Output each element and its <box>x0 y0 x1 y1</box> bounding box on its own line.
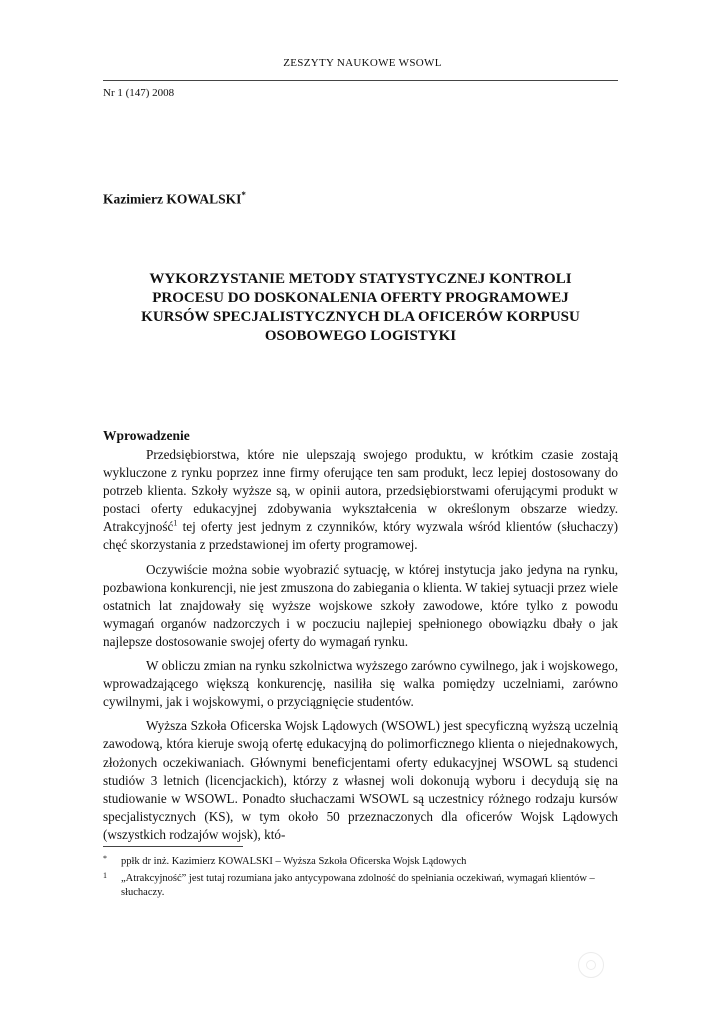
paragraph <box>103 446 618 555</box>
watermark-icon <box>578 952 604 978</box>
section-heading: Wprowadzenie <box>103 428 190 443</box>
paragraph: W obliczu zmian na rynku szkolnictwa wyższego zarówno cywilnego, jak i wojskowego, wprowadzającego większą konkurencję, nasiliła się walka pomiędzy uczelniami, zarówno cywilnymi, jak i wojskowymi, o przyciągnięcie studentów. <box>103 658 618 710</box>
footnote-reference: 1 <box>173 518 178 528</box>
footnote-mark: 1 <box>103 871 107 880</box>
author-line <box>103 190 246 208</box>
author-footnote-mark: * <box>241 190 246 200</box>
paragraph: Oczywiście można sobie wyobrazić sytuację, w której instytucja jako jedyna na rynku, pozbawiona konkurencji, nie jest zmuszona do zabiegania o klienta. W takiej sytuacji przez wiele ostatnich lat znajdowały się wyższe wojskowe szkoły zawodowe, które tylko z powodu wymagań organów nadzorczych i w poczuciu najlepiej spełnionego obowiązku dbały o jak najlepsze dostosowanie swojej oferty do wymagań rynku. <box>103 561 618 649</box>
author-name: Kazimierz KOWALSKI <box>103 191 242 207</box>
paragraph: Wyższa Szkoła Oficerska Wojsk Lądowych (WSOWL) jest specyficzną wyższą uczelnią zawodową, która kieruje swoją ofertę edukacyjną do polimorficznego klienta o niejednakowych, złożonych oczekiwaniach. Głównymi beneficjentami oferty edukacyjnej WSOWL są studenci studiów 3 letnich (licencjackich), którzy z własnej woli dokonują wyboru i decydują się na studiowanie w WSOWL. Ponadto słuchaczami WSOWL są uczestnicy różnego rodzaju kursów specjalistycznych (KS), w tym około 50 przeznaczonych dla oficerów Wojsk Lądowych (wszystkich rodzajów wojsk), któ- <box>103 718 618 842</box>
article-title <box>103 270 618 346</box>
title-line: PROCESU DO DOSKONALENIA OFERTY PROGRAMOWEJ <box>152 290 569 306</box>
issue-number: Nr 1 (147) 2008 <box>103 87 175 99</box>
footnote-text: „Atrakcyjność” jest tutaj rozumiana jako antycypowana zdolność do spełniania oczekiwań, wymagań klientów – słuchaczy. <box>121 873 595 898</box>
body-text <box>103 446 618 850</box>
header-divider <box>103 80 618 81</box>
title-line: WYKORZYSTANIE METODY STATYSTYCZNEJ KONTROLI <box>149 271 572 287</box>
running-header: ZESZYTY NAUKOWE WSOWL <box>283 57 442 69</box>
footnote-mark: * <box>103 854 107 863</box>
footnote <box>103 855 618 869</box>
footnote-divider <box>103 846 243 847</box>
paragraph-text: tej oferty jest jednym z czynników, który wyzwala wśród klientów (słuchaczy) chęć skorzystania z przedstawionej im oferty programowej. <box>103 519 618 553</box>
footnotes <box>103 855 618 903</box>
paragraph-text: Przedsiębiorstwa, które nie ulepszają swojego produktu, w krótkim czasie zostają wykluczone z rynku poprzez inne firmy oferujące ten sam produkt, lecz lepiej dostosowany do potrzeb klienta. Szkoły wyższe są, w opinii autora, przedsiębiorstwami oferującymi produkt w postaci oferty edukacyjnej zdobywania wykształcenia w określonym obszarze wiedzy. Atrakcyjność <box>103 447 618 535</box>
footnote <box>103 872 618 900</box>
title-line: KURSÓW SPECJALISTYCZNYCH DLA OFICERÓW KORPUSU <box>141 309 580 325</box>
title-line: OSOBOWEGO LOGISTYKI <box>264 328 457 344</box>
footnote-text: ppłk dr inż. Kazimierz KOWALSKI – Wyższa Szkoła Oficerska Wojsk Lądowych <box>121 856 467 867</box>
